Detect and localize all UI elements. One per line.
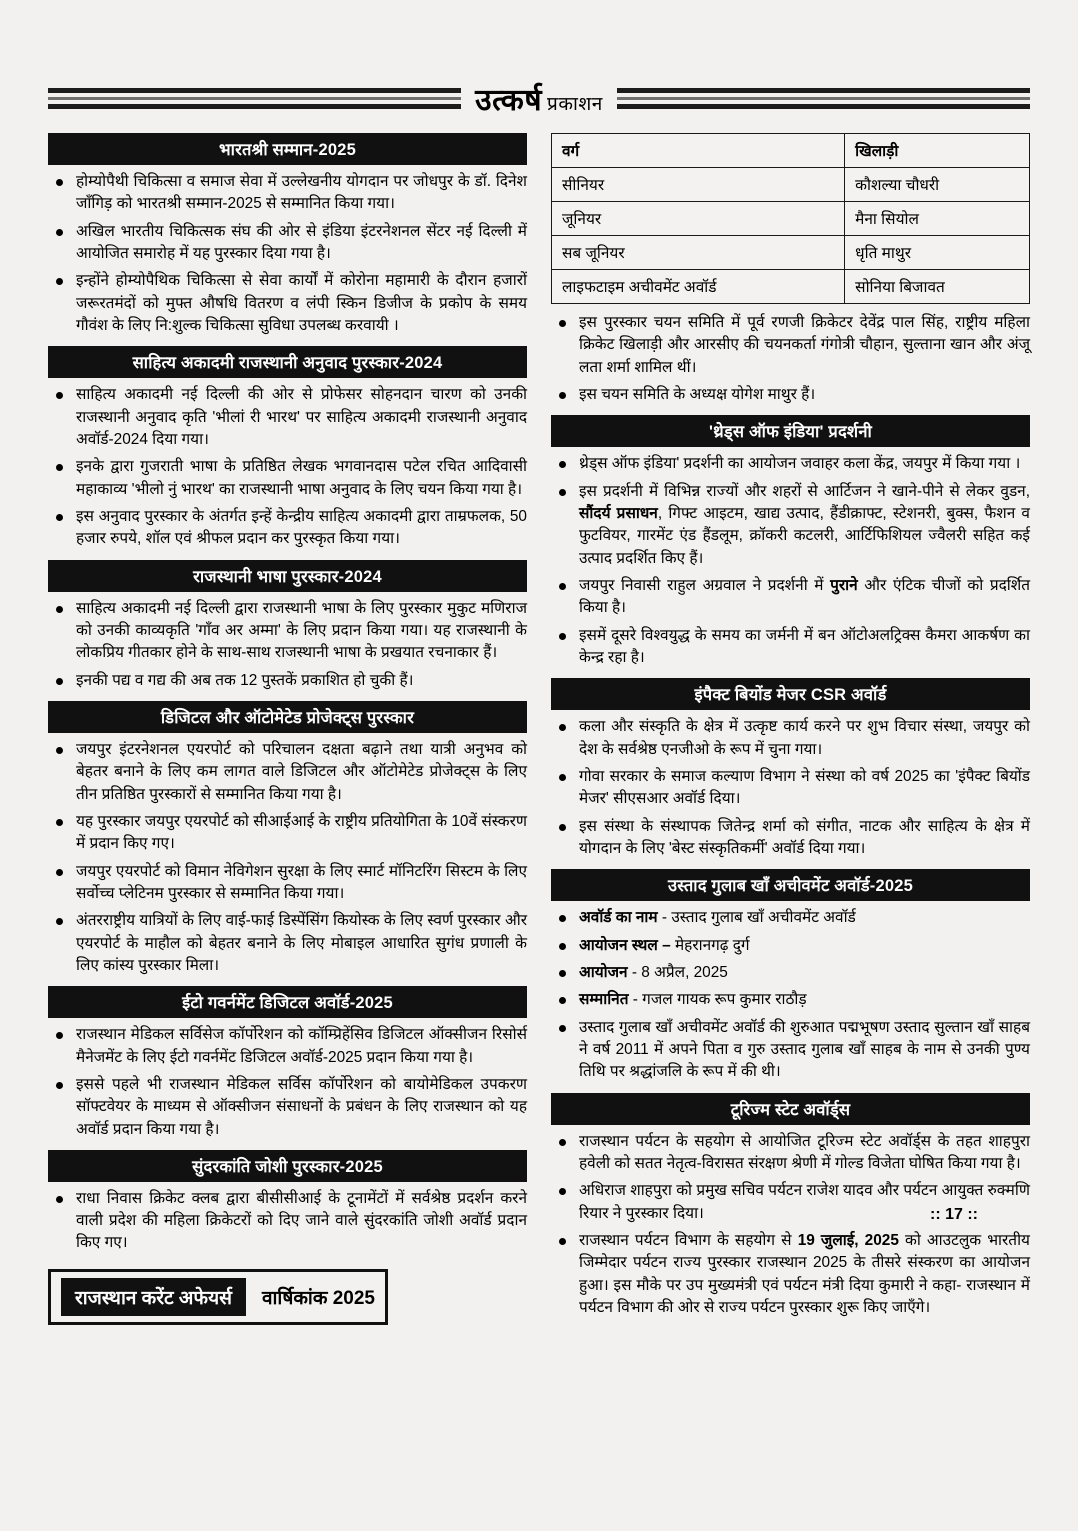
list-item: साहित्य अकादमी नई दिल्ली की ओर से प्रोफेसर सोहनदान चारण को उनकी राजस्थानी अनुवाद कृति 'भीलां री भारथ' पर साहित्य अकादमी राजस्थानी अनुवाद अवॉर्ड-2024 दिया गया। xyxy=(48,384,527,451)
section-bullet-list xyxy=(48,1188,527,1255)
list-item: इस चयन समिति के अध्यक्ष योगेश माथुर हैं। xyxy=(551,384,1030,406)
right-column xyxy=(551,133,1030,1324)
table-header-player: खिलाड़ी xyxy=(845,134,1030,168)
list-item: राजस्थान पर्यटन विभाग के सहयोग से 19 जुलाई, 2025 को आउटलुक भारतीय जिम्मेदार पर्यटन राज्य पुरस्कार राजस्थान 2025 के तीसरे संस्करण का आयोजन हुआ। इस मौके पर उप मुख्यमंत्री एवं पर्यटन मंत्री दिया कुमारी ने कहा- राजस्थान में पर्यटन विभाग की ओर से राज्य पर्यटन पुरस्कार शुरू किए जाएँगे। xyxy=(551,1230,1030,1319)
left-sections xyxy=(48,133,527,1255)
section-bullet-list xyxy=(551,907,1030,1083)
list-item: आयोजन स्थल – मेहरानगढ़ दुर्ग xyxy=(551,935,1030,957)
list-item: आयोजन - 8 अप्रैल, 2025 xyxy=(551,962,1030,984)
list-item: जयपुर एयरपोर्ट को विमान नेविगेशन सुरक्षा के लिए स्मार्ट मॉनिटरिंग सिस्टम के लिए सर्वोच्च प्लेटिनम पुरस्कार से सम्मानित किया गया। xyxy=(48,861,527,906)
section-bullet-list xyxy=(551,453,1030,669)
table-row xyxy=(552,270,1030,304)
table-cell-category: जूनियर xyxy=(552,202,845,236)
section-bullet-list xyxy=(551,716,1030,860)
right-sections xyxy=(551,312,1030,1319)
table-cell-category: सीनियर xyxy=(552,168,845,202)
section-heading: सुंदरकांति जोशी पुरस्कार-2025 xyxy=(48,1150,527,1182)
section-heading: साहित्य अकादमी राजस्थानी अनुवाद पुरस्कार-2024 xyxy=(48,346,527,378)
two-column-body xyxy=(48,133,1030,1325)
list-item: इनके द्वारा गुजराती भाषा के प्रतिष्ठित लेखक भगवानदास पटेल रचित आदिवासी महाकाव्य 'भीलो नुं भारथ' का राजस्थानी भाषा अनुवाद के लिए चयन किया गया है। xyxy=(48,456,527,501)
list-item: यह पुरस्कार जयपुर एयरपोर्ट को सीआईआई के राष्ट्रीय प्रतियोगिता के 10वें संस्करण में प्रदान किए गए। xyxy=(48,811,527,856)
list-item: गोवा सरकार के समाज कल्याण विभाग ने संस्था को वर्ष 2025 का 'इंपैक्ट बियोंड मेजर' सीएसआर अवॉर्ड दिया। xyxy=(551,766,1030,811)
list-item: राजस्थान पर्यटन के सहयोग से आयोजित टूरिज्म स्टेट अवॉर्ड्स के तहत शाहपुरा हवेली को सतत नेतृत्व-विरासत संरक्षण श्रेणी में गोल्ड विजेता घोषित किया गया है। xyxy=(551,1131,1030,1176)
masthead-rule-left xyxy=(48,88,461,109)
section-heading: उस्ताद गुलाब खाँ अचीवमेंट अवॉर्ड-2025 xyxy=(551,869,1030,901)
table-cell-player: सोनिया बिजावत xyxy=(845,270,1030,304)
section-bullet-list xyxy=(551,312,1030,406)
list-item: इस प्रदर्शनी में विभिन्न राज्यों और शहरों से आर्टिजन ने खाने-पीने से लेकर वुडन, सौंदर्य प्रसाधन, गिफ्ट आइटम, खाद्य उत्पाद, हैंडीक्राफ्ट, स्टेशनरी, बुक्स, फैशन व फुटवियर, गारमेंट एंड हैंडलूम, क्रॉकरी कटलरी, आर्टिफिशियल ज्वैलरी सहित कई उत्पाद प्रदर्शित किए हैं। xyxy=(551,481,1030,570)
section-bullet-list xyxy=(48,171,527,337)
list-item: इन्होंने होम्योपैथिक चिकित्सा से सेवा कार्यों में कोरोना महामारी के दौरान हजारों जरूरतमंदों को मुफ्त औषधि वितरण व लंपी स्किन डिजीज के प्रकोप के समय गौवंश के लिए नि:शुल्क चिकित्सा सुविधा उपलब्ध करवायी । xyxy=(48,270,527,337)
section-bullet-list xyxy=(551,1131,1030,1320)
footer-box xyxy=(48,1269,388,1325)
masthead-rule-right xyxy=(617,88,1030,109)
table-cell-category: सब जूनियर xyxy=(552,236,845,270)
list-item: जयपुर निवासी राहुल अग्रवाल ने प्रदर्शनी में पुराने और एंटिक चीजों को प्रदर्शित किया है। xyxy=(551,575,1030,620)
list-item: साहित्य अकादमी नई दिल्ली द्वारा राजस्थानी भाषा के लिए पुरस्कार मुकुट मणिराज को उनकी काव्यकृति 'गाँव अर अम्मा' के लिए प्रदान किया गया। यह राजस्थानी के लोकप्रिय गीतकार होने के साथ-साथ राजस्थानी भाषा के प्रखयात रचनाकार हैं। xyxy=(48,598,527,665)
table-row xyxy=(552,168,1030,202)
list-item: सम्मानित - गजल गायक रूप कुमार राठौड़ xyxy=(551,989,1030,1011)
list-item: इस संस्था के संस्थापक जितेन्द्र शर्मा को संगीत, नाटक और साहित्य के क्षेत्र में योगदान के लिए 'बेस्ट संस्कृतिकर्मी' अवॉर्ड दिया गया। xyxy=(551,816,1030,861)
list-item: अधिराज शाहपुरा को प्रमुख सचिव पर्यटन राजेश यादव और पर्यटन आयुक्त रुक्मणि रियार ने पुरस्कार दिया। xyxy=(551,1180,1030,1225)
section-bullet-list xyxy=(48,1024,527,1141)
section-heading: राजस्थानी भाषा पुरस्कार-2024 xyxy=(48,560,527,592)
list-item: राधा निवास क्रिकेट क्लब द्वारा बीसीसीआई के टूनामेंटों में सर्वश्रेष्ठ प्रदर्शन करने वाली प्रदेश की महिला क्रिकेटरों को दिए जाने वाले सुंदरकांति जोशी अवॉर्ड प्रदान किए गए। xyxy=(48,1188,527,1255)
list-item: इसमें दूसरे विश्वयुद्ध के समय का जर्मनी में बन ऑटोअलट्रिक्स कैमरा आकर्षण का केन्द्र रहा है। xyxy=(551,625,1030,670)
table-row xyxy=(552,236,1030,270)
page-number: :: 17 :: xyxy=(930,1206,978,1224)
footer-edition-label: वार्षिकांक 2025 xyxy=(261,1287,375,1309)
table-header-category: वर्ग xyxy=(552,134,845,168)
section-heading: टूरिज्म स्टेट अवॉर्ड्स xyxy=(551,1093,1030,1125)
list-item: राजस्थान मेडिकल सर्विसेज कॉर्पोरेशन को कॉम्प्रिहेंसिव डिजिटल ऑक्सीजन रिसोर्स मैनेजमेंट के लिए ईटो गवर्नमेंट डिजिटल अवॉर्ड-2025 प्रदान किया गया है। xyxy=(48,1024,527,1069)
section-heading: इंपैक्ट बियोंड मेजर CSR अवॉर्ड xyxy=(551,678,1030,710)
section-bullet-list xyxy=(48,598,527,692)
masthead xyxy=(48,78,1030,119)
table-header-row xyxy=(552,134,1030,168)
list-item: इस अनुवाद पुरस्कार के अंतर्गत इन्हें केन्द्रीय साहित्य अकादमी द्वारा ताम्रफलक, 50 हजार रुपये, शॉल एवं श्रीफल प्रदान कर पुरस्कृत किया गया। xyxy=(48,506,527,551)
footer-series-label: राजस्थान करेंट अफेयर्स xyxy=(61,1278,246,1316)
list-item: इनकी पद्य व गद्य की अब तक 12 पुस्तकें प्रकाशित हो चुकी हैं। xyxy=(48,670,527,692)
table-row xyxy=(552,202,1030,236)
list-item: जयपुर इंटरनेशनल एयरपोर्ट को परिचालन दक्षता बढ़ाने तथा यात्री अनुभव को बेहतर बनाने के लिए कम लागत वाले डिजिटल और ऑटोमेटेड प्रोजेक्ट्स के लिए तीन प्रतिष्ठित पुरस्कारों से सम्मानित किया गया है। xyxy=(48,739,527,806)
publisher-name-sub: प्रकाशन xyxy=(547,94,603,115)
section-heading: ईटो गवर्नमेंट डिजिटल अवॉर्ड-2025 xyxy=(48,986,527,1018)
publisher-logo xyxy=(475,78,603,119)
list-item: अंतरराष्ट्रीय यात्रियों के लिए वाई-फाई डिस्पेंसिंग कियोस्क के लिए स्वर्ण पुरस्कार और एयरपोर्ट के माहौल को बेहतर बनाने के लिए मोबाइल आधारित सुगंध प्रणाली के लिए कांस्य पुरस्कार मिला। xyxy=(48,910,527,977)
list-item: कला और संस्कृति के क्षेत्र में उत्कृष्ट कार्य करने पर शुभ विचार संस्था, जयपुर को देश के सर्वश्रेष्ठ एनजीओ के रूप में चुना गया। xyxy=(551,716,1030,761)
list-item: होम्योपैथी चिकित्सा व समाज सेवा में उल्लेखनीय योगदान पर जोधपुर के डॉ. दिनेश जाँगिड़ को भारतश्री सम्मान-2025 से सम्मानित किया गया। xyxy=(48,171,527,216)
list-item: उस्ताद गुलाब खाँ अचीवमेंट अवॉर्ड की शुरुआत पद्मभूषण उस्ताद सुल्तान खाँ साहब ने वर्ष 2011 में अपने पिता व गुरु उस्ताद गुलाब खाँ साहब के नाम से उनकी पुण्य तिथि पर श्रद्धांजलि के रूप में की थी। xyxy=(551,1017,1030,1084)
list-item: अखिल भारतीय चिकित्सक संघ की ओर से इंडिया इंटरनेशनल सेंटर नई दिल्ली में आयोजित समारोह में यह पुरस्कार दिया गया है। xyxy=(48,221,527,266)
footer-banner xyxy=(48,1269,527,1325)
section-heading: भारतश्री सम्मान-2025 xyxy=(48,133,527,165)
section-heading: 'थ्रेड्स ऑफ इंडिया' प्रदर्शनी xyxy=(551,415,1030,447)
award-category-table xyxy=(551,133,1030,304)
table-cell-player: कौशल्या चौधरी xyxy=(845,168,1030,202)
table-cell-player: मैना सियोल xyxy=(845,202,1030,236)
section-heading: डिजिटल और ऑटोमेटेड प्रोजेक्ट्स पुरस्कार xyxy=(48,701,527,733)
list-item: इससे पहले भी राजस्थान मेडिकल सर्विस कॉर्पोरेशन को बायोमेडिकल उपकरण सॉफ्टवेयर के माध्यम से ऑक्सीजन संसाधनों के प्रबंधन के लिए राजस्थान को यह अवॉर्ड प्रदान किया गया है। xyxy=(48,1074,527,1141)
list-item: इस पुरस्कार चयन समिति में पूर्व रणजी क्रिकेटर देवेंद्र पाल सिंह, राष्ट्रीय महिला क्रिकेट खिलाड़ी और आरसीए की चयनकर्ता गंगोत्री चौहान, सुल्ताना खान और अंजू लता शर्मा शामिल थीं। xyxy=(551,312,1030,379)
table-cell-player: धृति माथुर xyxy=(845,236,1030,270)
section-bullet-list xyxy=(48,384,527,550)
list-item: अवॉर्ड का नाम - उस्ताद गुलाब खाँ अचीवमेंट अवॉर्ड xyxy=(551,907,1030,929)
table-cell-category: लाइफटाइम अचीवमेंट अवॉर्ड xyxy=(552,270,845,304)
publisher-name-main: उत्कर्ष xyxy=(475,84,543,117)
section-bullet-list xyxy=(48,739,527,977)
list-item: थ्रेड्स ऑफ इंडिया' प्रदर्शनी का आयोजन जवाहर कला केंद्र, जयपुर में किया गया । xyxy=(551,453,1030,475)
left-column xyxy=(48,133,527,1325)
